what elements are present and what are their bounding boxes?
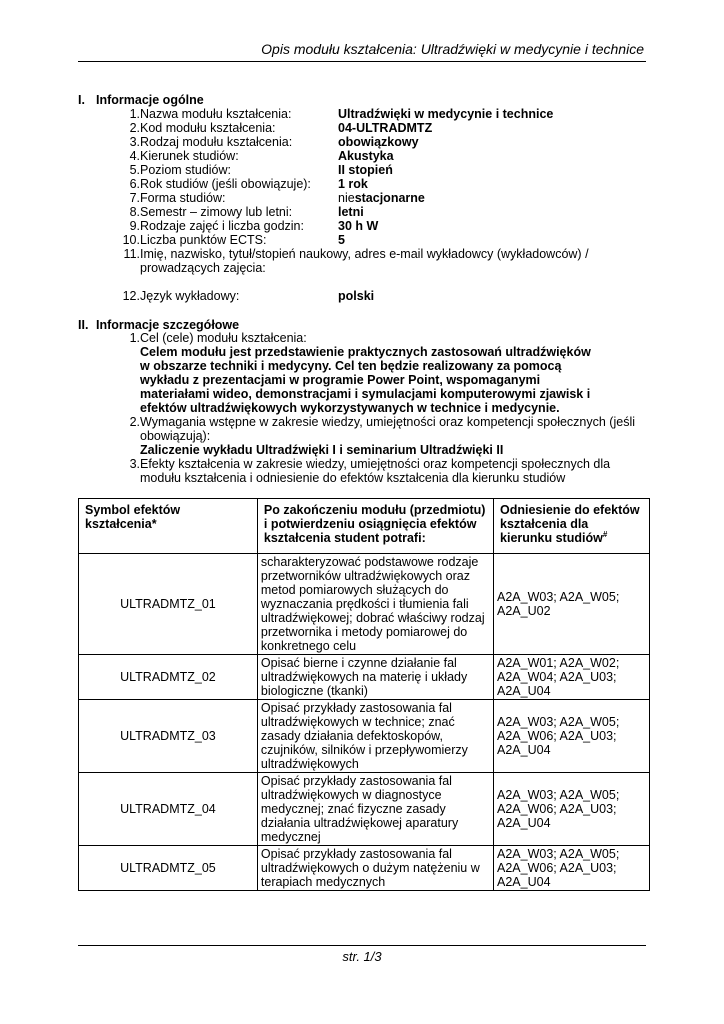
item-label: Nazwa modułu kształcenia:: [140, 107, 292, 121]
item-value: [338, 191, 425, 205]
outcome-symbol: ULTRADMTZ_02: [79, 655, 258, 700]
header-reference: [494, 499, 650, 554]
item-number: 7.: [129, 191, 140, 205]
item-label: Liczba punktów ECTS:: [140, 233, 267, 247]
outcome-symbol: ULTRADMTZ_01: [79, 554, 258, 655]
item-number: 11.: [123, 247, 140, 261]
outcome-reference: A2A_W03; A2A_W05; A2A_W06; A2A_U03; A2A_U04: [494, 773, 650, 846]
item-value-main: stacjonarne: [354, 191, 425, 205]
item-value: letni: [338, 205, 364, 219]
item-text: Imię, nazwisko, tytuł/stopień naukowy, adres e-mail wykładowcy (wykładowców) / prowadzących zajęcia:: [140, 247, 589, 275]
outcome-reference: A2A_W03; A2A_W05; A2A_U02: [494, 554, 650, 655]
item-label: Cel (cele) modułu kształcenia:: [140, 331, 307, 345]
item-number: 6.: [129, 177, 140, 191]
header-divider: [78, 61, 646, 62]
item-value: obowiązkowy: [338, 135, 419, 149]
item-number: 2.: [129, 415, 140, 429]
detail-item-requirements: [122, 415, 652, 457]
item-number: 2.: [129, 121, 140, 135]
outcome-description: Opisać bierne i czynne działanie fal ultradźwiękowych na materię i układy biologiczne (tkanki): [257, 655, 493, 700]
item-value: Ultradźwięki w medycynie i technice: [338, 107, 554, 121]
header-symbol: Symbol efektów kształcenia*: [79, 499, 258, 554]
requirements-text: Zaliczenie wykładu Ultradźwięki I i seminarium Ultradźwięki II: [140, 443, 504, 457]
table-row: [79, 773, 650, 846]
footer-divider: [78, 945, 646, 946]
item-label: Poziom studiów:: [140, 163, 232, 177]
item-value: Akustyka: [338, 149, 394, 163]
goal-text: Celem modułu jest przedstawienie praktycznych zastosowań ultradźwięków w obszarze techniki i medycyny. Cel ten będzie realizowany za pomocą wykładu z prezentacjami w programie Power Point, wspomaganymi materiałami wideo, demonstracjami i symulacjami komputerowymi zjawisk i efektów ultradźwiękowych wykorzystywanych w technice i medycynie.: [140, 345, 591, 415]
item-number: 3.: [129, 457, 140, 471]
page-number: str. 1/3: [342, 949, 382, 964]
item-label: Semestr – zimowy lub letni:: [140, 205, 293, 219]
outcome-reference: A2A_W01; A2A_W02; A2A_W04; A2A_U03; A2A_U04: [494, 655, 650, 700]
outcome-description: scharakteryzować podstawowe rodzaje przetworników ultradźwiękowych oraz metod pomiarowych służących do wyznaczania prędkości i tłumienia fali ultradźwiękowej; dobrać właściwy rodzaj przetwornika i metody pomiarowej do konkretnego celu: [257, 554, 493, 655]
item-label: Rodzaj modułu kształcenia:: [140, 135, 293, 149]
info-item-11: [122, 247, 652, 275]
item-value: polski: [338, 289, 375, 303]
table-row: [79, 554, 650, 655]
section-number: I.: [78, 93, 85, 107]
item-label: Rok studiów (jeśli obowiązuje):: [140, 177, 311, 191]
table-row: [79, 655, 650, 700]
item-number: 5.: [129, 163, 140, 177]
item-label: Wymagania wstępne w zakresie wiedzy, umiejętności oraz kompetencji społecznych (jeśli obowiązują):: [140, 415, 636, 443]
learning-outcomes-table: [78, 498, 650, 891]
outcome-symbol: ULTRADMTZ_04: [79, 773, 258, 846]
section-heading-general: [78, 93, 204, 107]
item-value-prefix: nie: [338, 191, 355, 205]
item-number: 4.: [129, 149, 140, 163]
item-value: 30 h W: [338, 219, 379, 233]
outcome-description: Opisać przykłady zastosowania fal ultradźwiękowych o dużym natężeniu w terapiach medycznych: [257, 846, 493, 891]
item-number: 10.: [122, 233, 140, 247]
table-header-row: [79, 499, 650, 554]
table-row: [79, 846, 650, 891]
item-label: Forma studiów:: [140, 191, 226, 205]
item-number: 8.: [129, 205, 140, 219]
item-label: Kierunek studiów:: [140, 149, 239, 163]
page-header-title: Opis modułu kształcenia: Ultradźwięki w medycynie i technice: [261, 41, 644, 57]
section-number: II.: [78, 318, 89, 332]
item-label: Rodzaje zajęć i liczba godzin:: [140, 219, 304, 233]
item-value: 1 rok: [338, 177, 368, 191]
item-value: 04-ULTRADMTZ: [338, 121, 433, 135]
section-title: Informacje szczegółowe: [96, 318, 240, 332]
detail-item-outcomes: [122, 457, 652, 485]
item-number: 9.: [129, 219, 140, 233]
item-label: Język wykładowy:: [140, 289, 240, 303]
section-title: Informacje ogólne: [96, 93, 204, 107]
outcome-description: Opisać przykłady zastosowania fal ultradźwiękowych w technice; znać zasady działania defektoskopów, czujników, silników i przepływomierzy ultradźwiękowych: [257, 700, 493, 773]
outcome-description: Opisać przykłady zastosowania fal ultradźwiękowych w diagnostyce medycznej; znać fizyczne zasady działania ultradźwiękowej aparatury medycznej: [257, 773, 493, 846]
item-number: 12.: [122, 289, 140, 303]
detail-item-goal: [122, 331, 602, 415]
item-number: 3.: [129, 135, 140, 149]
outcome-symbol: ULTRADMTZ_05: [79, 846, 258, 891]
header-reference-mark: #: [602, 529, 608, 539]
item-value: II stopień: [338, 163, 393, 177]
item-value: 5: [338, 233, 345, 247]
outcome-reference: A2A_W03; A2A_W05; A2A_W06; A2A_U03; A2A_U04: [494, 846, 650, 891]
item-number: 1.: [129, 107, 140, 121]
item-label: Kod modułu kształcenia:: [140, 121, 276, 135]
item-number: 1.: [129, 331, 140, 345]
header-reference-text: Odniesienie do efektów kształcenia dla kierunku studiów: [500, 503, 640, 545]
table-row: [79, 700, 650, 773]
item-label: Efekty kształcenia w zakresie wiedzy, umiejętności oraz kompetencji społecznych dla modułu kształcenia i odniesienie do efektów kształcenia dla kierunku studiów: [140, 457, 611, 485]
outcome-reference: A2A_W03; A2A_W05; A2A_W06; A2A_U03; A2A_U04: [494, 700, 650, 773]
section-heading-detailed: [78, 318, 239, 332]
outcome-symbol: ULTRADMTZ_03: [79, 700, 258, 773]
header-outcome: Po zakończeniu modułu (przedmiotu) i potwierdzeniu osiągnięcia efektów kształcenia student potrafi:: [257, 499, 493, 554]
